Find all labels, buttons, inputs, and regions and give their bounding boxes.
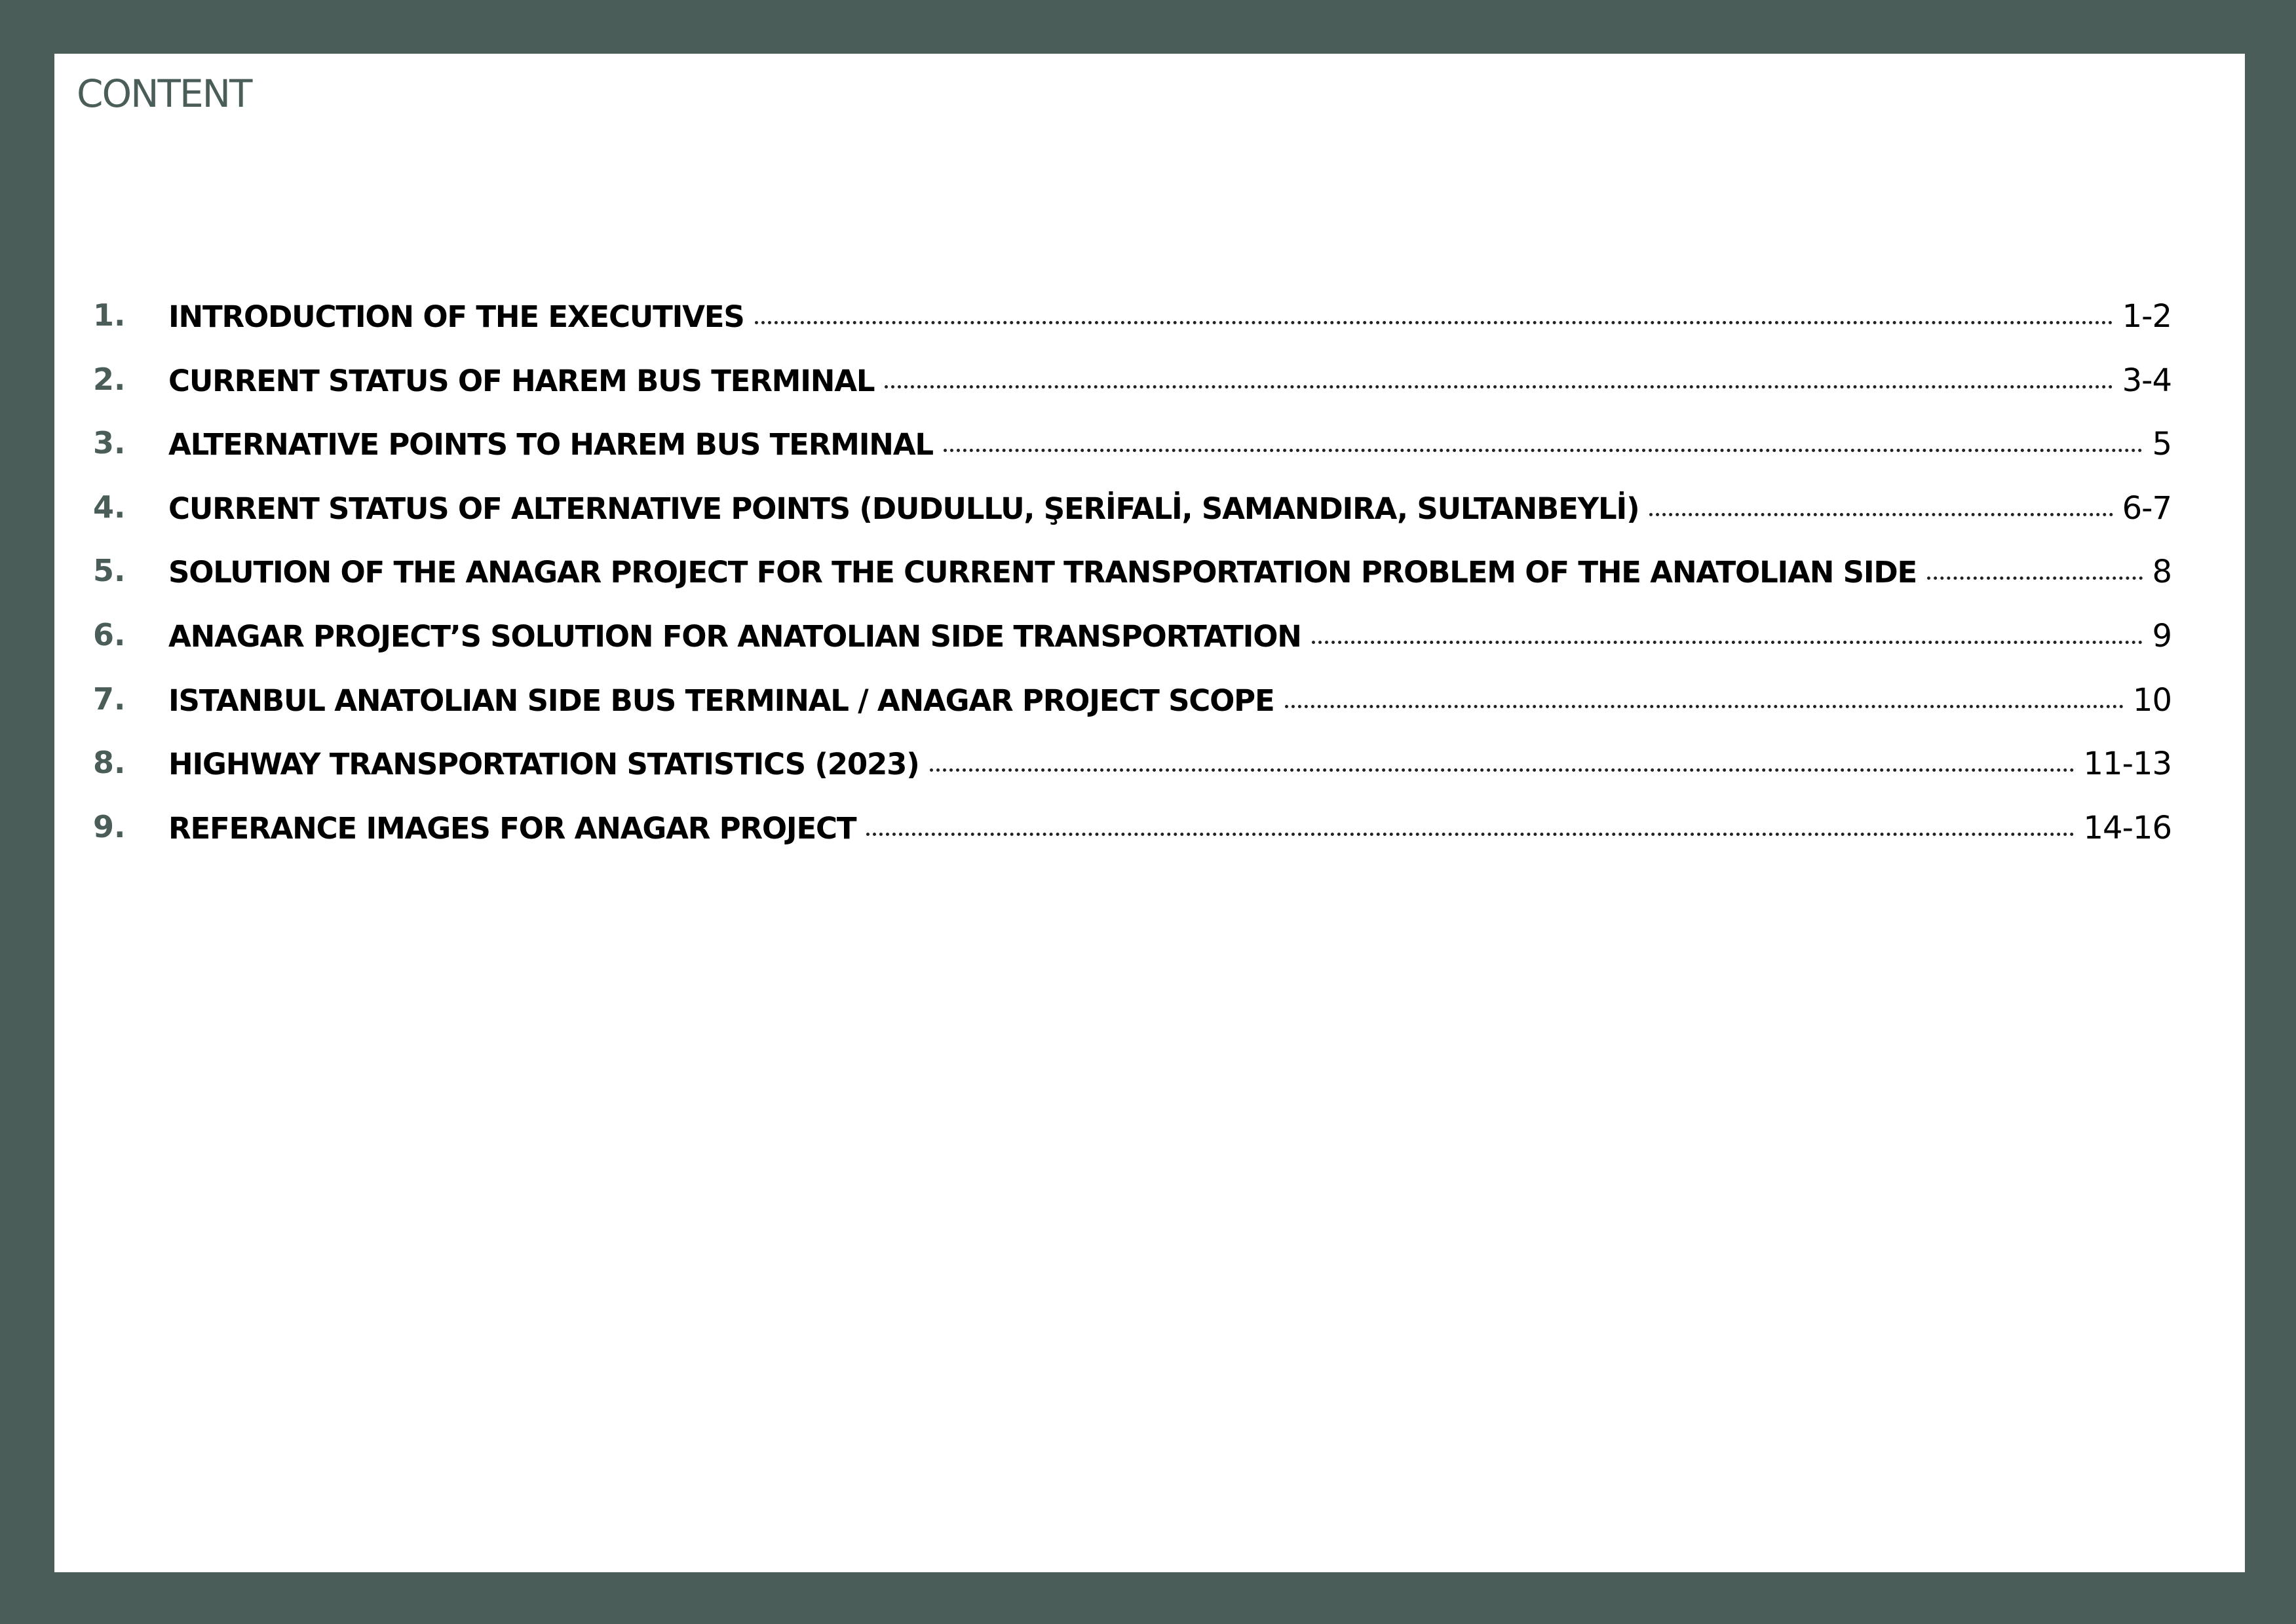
toc-dot-leader [1285, 700, 2124, 708]
toc-entry-line [168, 296, 2172, 337]
toc-entry-title: REFERANCE IMAGES FOR ANAGAR PROJECT [168, 810, 856, 846]
toc-entry-pages: 14-16 [2083, 809, 2172, 846]
toc-dot-leader [1649, 508, 2113, 516]
toc-entry-number: 7. [93, 681, 126, 717]
toc-entry [54, 808, 2245, 872]
toc-entry [54, 424, 2245, 488]
toc-entry-line [168, 808, 2172, 848]
toc-entry-line [168, 744, 2172, 784]
toc-entry-line [168, 424, 2172, 464]
toc-entry-number: 1. [93, 297, 126, 333]
toc-entry-title: INTRODUCTION OF THE EXECUTIVES [168, 299, 744, 334]
toc-entry-title: HIGHWAY TRANSPORTATION STATISTICS (2023) [168, 747, 919, 782]
toc-entry-number: 3. [93, 425, 126, 461]
toc-entry-title: CURRENT STATUS OF ALTERNATIVE POINTS (DUDULLU, ŞERİFALİ, SAMANDIRA, SULTANBEYLİ) [168, 491, 1639, 526]
toc-entry [54, 296, 2245, 360]
toc-dot-leader [1312, 635, 2143, 644]
toc-entry-number: 5. [93, 553, 126, 589]
page-title: CONTENT [77, 71, 252, 116]
table-of-contents [54, 296, 2245, 871]
toc-entry-line [168, 616, 2172, 656]
toc-entry-number: 2. [93, 361, 126, 397]
toc-entry-title: CURRENT STATUS OF HAREM BUS TERMINAL [168, 363, 875, 398]
toc-entry-pages: 3-4 [2122, 362, 2172, 399]
toc-entry-pages: 1-2 [2122, 298, 2172, 335]
document-page [54, 54, 2245, 1572]
toc-entry-title: ISTANBUL ANATOLIAN SIDE BUS TERMINAL / ANAGAR PROJECT SCOPE [168, 683, 1274, 718]
toc-entry-number: 9. [93, 808, 126, 844]
toc-dot-leader [866, 827, 2074, 836]
toc-entry [54, 552, 2245, 616]
toc-entry [54, 360, 2245, 425]
toc-entry [54, 616, 2245, 680]
toc-entry-number: 4. [93, 489, 126, 525]
toc-entry-title: SOLUTION OF THE ANAGAR PROJECT FOR THE CURRENT TRANSPORTATION PROBLEM OF THE ANATOLIAN SIDE [168, 555, 1917, 590]
toc-entry-line [168, 488, 2172, 529]
toc-entry-number: 6. [93, 616, 126, 652]
toc-entry-pages: 8 [2152, 554, 2172, 591]
toc-entry-title: ALTERNATIVE POINTS TO HAREM BUS TERMINAL [168, 427, 933, 463]
toc-entry-number: 8. [93, 745, 126, 781]
toc-entry-line [168, 360, 2172, 401]
toc-entry-pages: 5 [2152, 426, 2172, 463]
toc-entry-pages: 6-7 [2122, 489, 2172, 527]
toc-dot-leader [944, 444, 2143, 452]
toc-entry-line [168, 552, 2172, 592]
toc-entry [54, 680, 2245, 744]
toc-entry [54, 488, 2245, 552]
toc-entry-pages: 9 [2152, 617, 2172, 654]
toc-entry-line [168, 680, 2172, 721]
toc-dot-leader [885, 380, 2113, 388]
toc-dot-leader [930, 763, 2075, 772]
toc-dot-leader [1927, 571, 2143, 580]
toc-entry [54, 744, 2245, 808]
toc-dot-leader [755, 316, 2113, 324]
toc-entry-title: ANAGAR PROJECT’S SOLUTION FOR ANATOLIAN SIDE TRANSPORTATION [168, 618, 1301, 654]
toc-entry-pages: 11-13 [2083, 746, 2172, 783]
toc-entry-pages: 10 [2132, 681, 2172, 719]
